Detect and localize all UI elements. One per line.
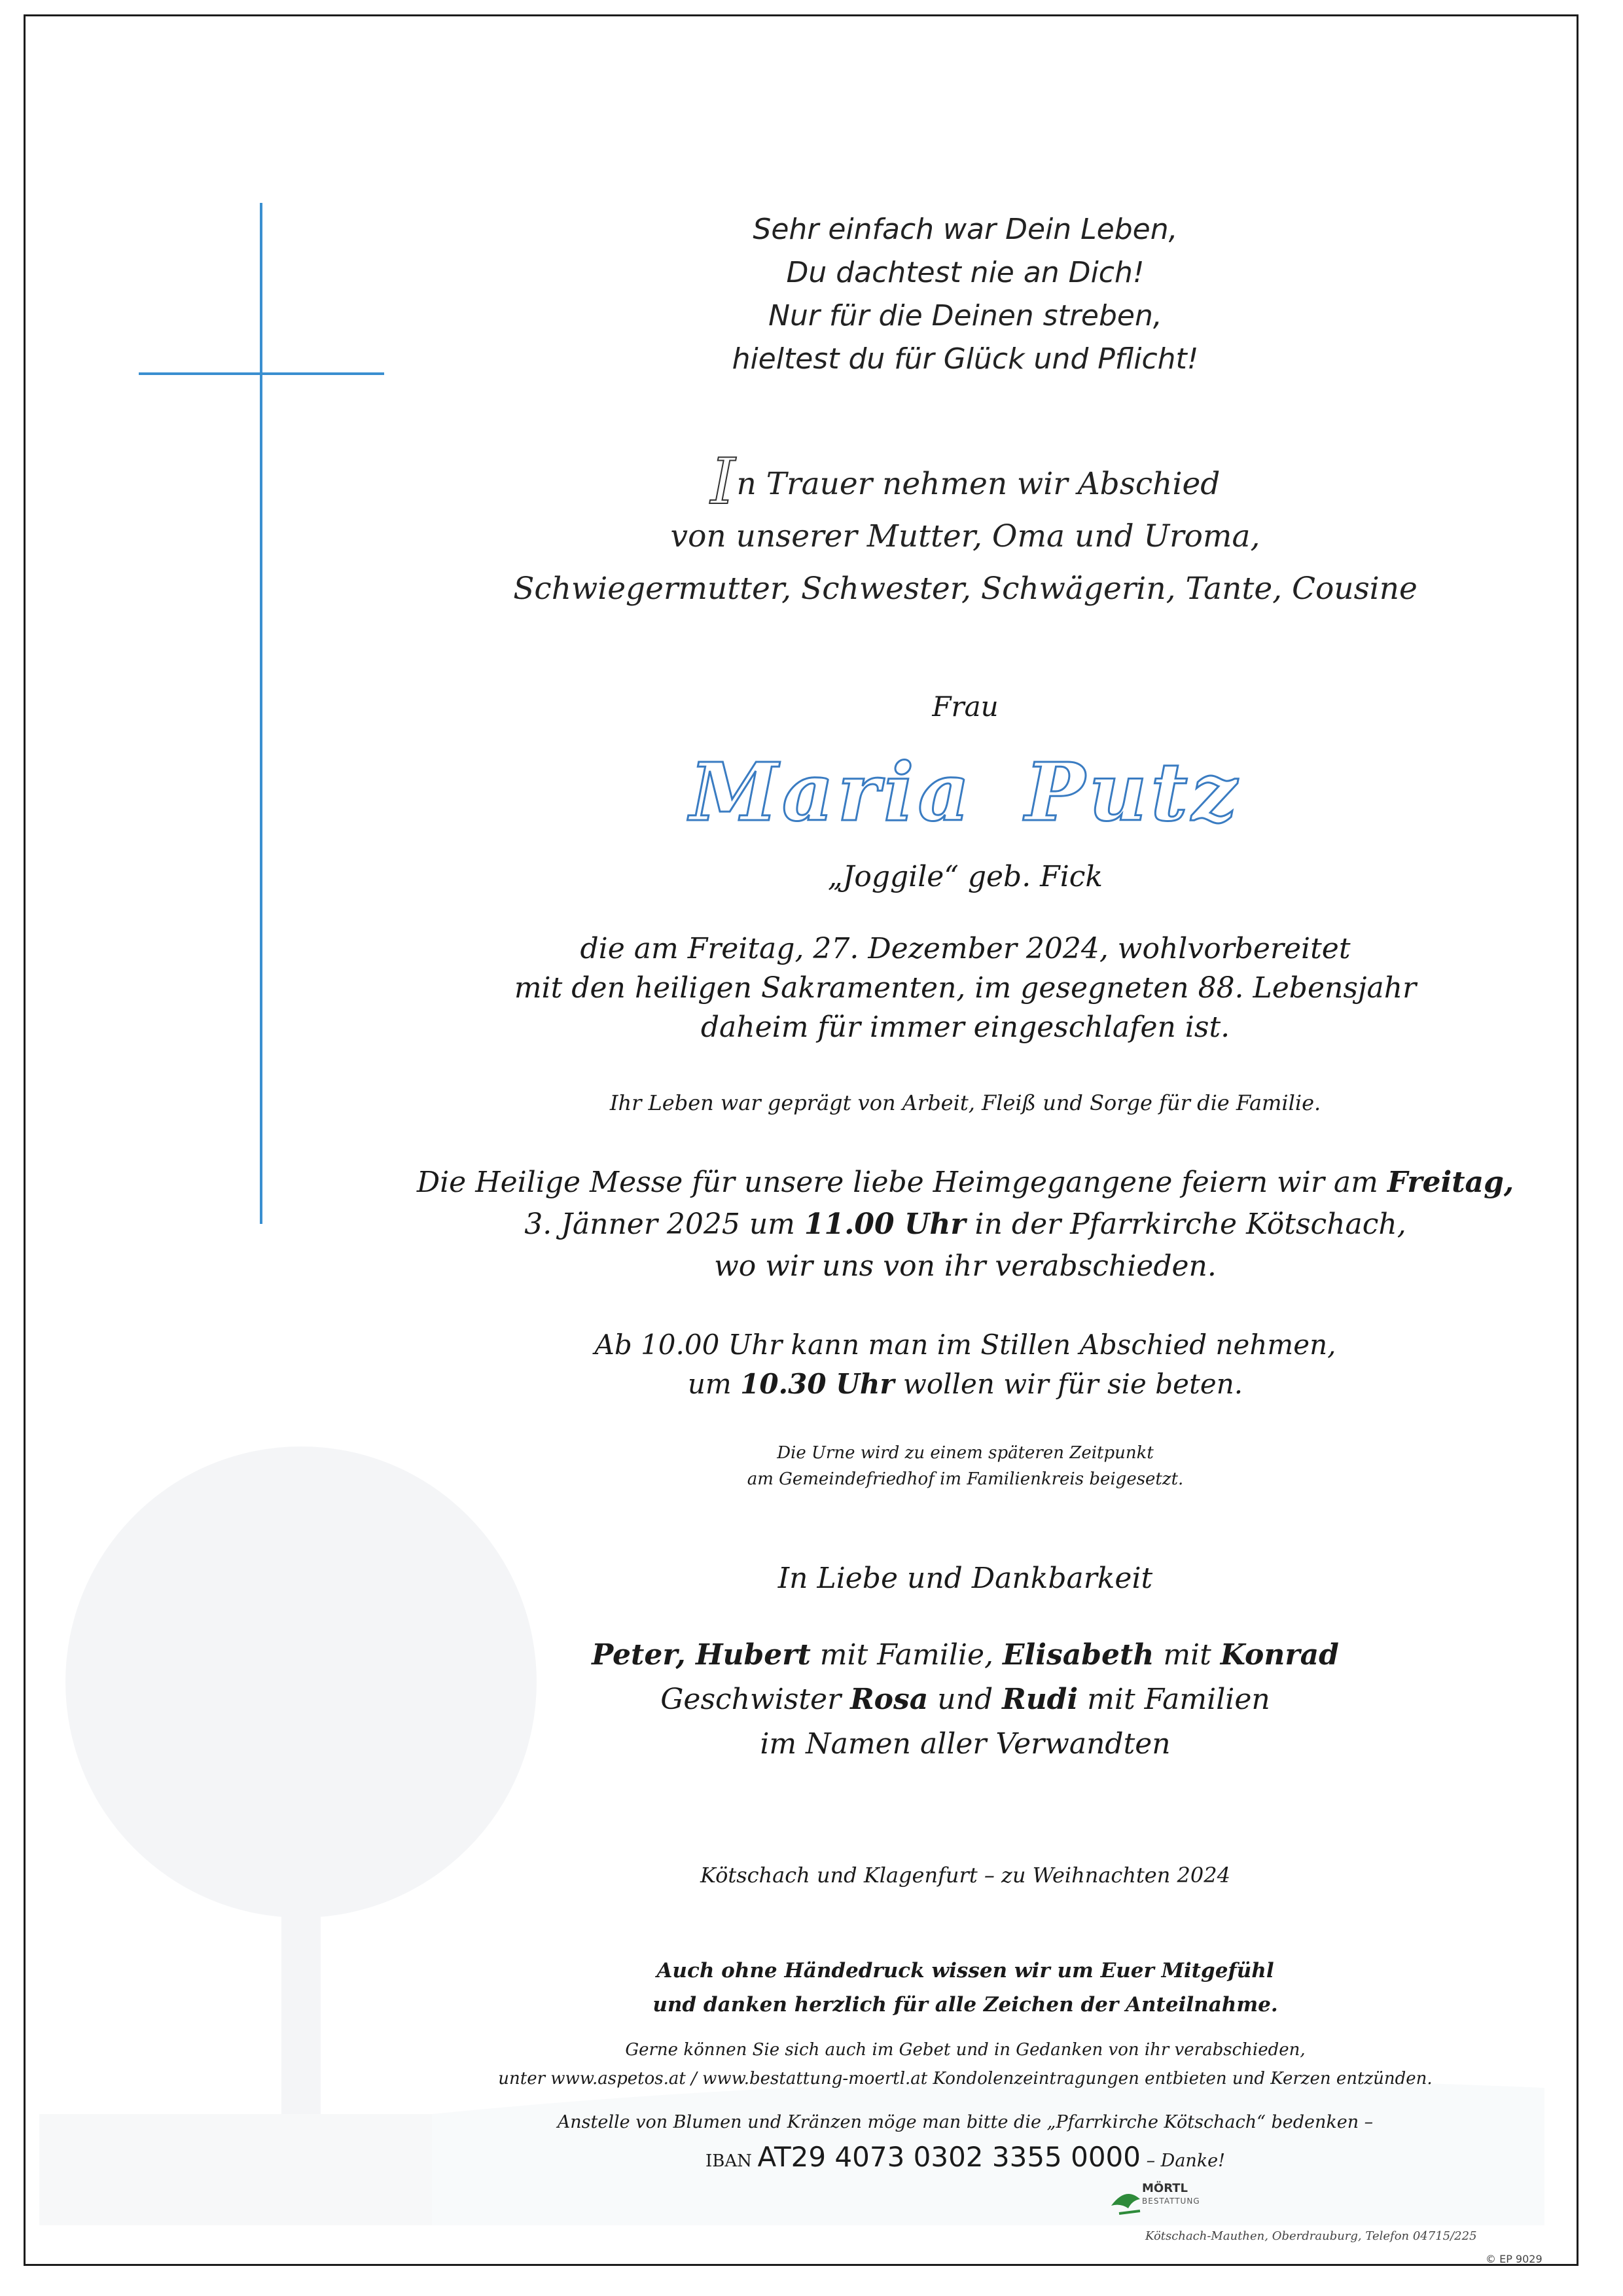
logo-name: MÖRTL — [1142, 2181, 1188, 2195]
mass-line: wo wir uns von ihr verabschieden. — [714, 1249, 1217, 1283]
mourner-name: Peter, Hubert — [592, 1638, 811, 1672]
mass-announcement — [393, 1162, 1538, 1287]
mass-text: Die Heilige Messe für unsere liebe Heimgegangene feiern wir am — [416, 1166, 1387, 1199]
footer-address: Kötschach-Mauthen, Oberdrauburg, Telefon 04715/225 — [1145, 2229, 1477, 2243]
danke-text: – Danke! — [1141, 2151, 1226, 2171]
thanks-line: und danken herzlich für alle Zeichen der Anteilnahme. — [652, 1993, 1278, 2017]
poem-line: hieltest du für Glück und Pflicht! — [732, 342, 1199, 376]
death-notice-line: mit den heiligen Sakramenten, im gesegneten 88. Lebensjahr — [514, 971, 1417, 1005]
intro-line: von unserer Mutter, Oma und Uroma, — [670, 518, 1260, 554]
urn-line: am Gemeindefriedhof im Familienkreis beigesetzt. — [747, 1469, 1184, 1489]
farewell-times — [393, 1325, 1538, 1404]
death-notice — [393, 929, 1538, 1047]
online-line: unter www.aspetos.at / www.bestattung-moertl.at Kondolenzeintragungen entbieten und Kerzen entzünden. — [498, 2069, 1433, 2089]
mourner-name: Rudi — [1002, 1683, 1079, 1716]
deceased-name: Maria Putz — [689, 745, 1241, 839]
print-code: © EP 9029 — [1486, 2253, 1543, 2265]
farewell-text: wollen wir für sie beten. — [894, 1368, 1243, 1400]
mass-time: 11.00 Uhr — [804, 1208, 966, 1241]
mourners-line — [393, 1677, 1538, 1722]
place-date: Kötschach und Klagenfurt – zu Weihnachten 2024 — [700, 1863, 1230, 1888]
intro-line-rest: n Trauer nehmen wir Abschied — [736, 466, 1221, 502]
poem — [393, 208, 1538, 381]
iban-label: IBAN — [705, 2151, 752, 2171]
urn-notice — [393, 1440, 1538, 1492]
mourner-name: Elisabeth — [1003, 1638, 1154, 1672]
mass-line — [393, 1162, 1538, 1204]
farewell-line — [393, 1365, 1538, 1404]
donation-request: Anstelle von Blumen und Kränzen möge man bitte die „Pfarrkirche Kötschach“ bedenken – — [557, 2112, 1374, 2132]
mourners-text: mit Familie, — [810, 1638, 1003, 1672]
mourners-line: im Namen aller Verwandten — [760, 1727, 1171, 1761]
mourners-text: mit Familien — [1078, 1683, 1270, 1716]
love-line: In Liebe und Dankbarkeit — [777, 1562, 1153, 1595]
salutation: Frau — [932, 691, 999, 723]
death-notice-line: die am Freitag, 27. Dezember 2024, wohlvorbereitet — [580, 932, 1351, 965]
prayer-time: 10.30 Uhr — [740, 1368, 895, 1400]
tree-watermark-icon — [39, 1407, 1544, 2225]
mourners-list — [393, 1633, 1538, 1767]
intro-text — [393, 445, 1538, 615]
thanks-text — [393, 1954, 1538, 2022]
urn-line: Die Urne wird zu einem späteren Zeitpunkt — [777, 1443, 1154, 1463]
online-condolence — [393, 2036, 1538, 2093]
farewell-text: um — [687, 1368, 741, 1400]
life-description: Ihr Leben war geprägt von Arbeit, Fleiß und Sorge für die Familie. — [609, 1090, 1321, 1115]
logo-subtitle: BESTATTUNG — [1142, 2197, 1200, 2206]
mourner-name: Rosa — [850, 1683, 929, 1716]
cross-vertical-bar — [260, 203, 262, 1224]
farewell-line: Ab 10.00 Uhr kann man im Stillen Abschied nehmen, — [594, 1329, 1336, 1361]
mass-line — [393, 1204, 1538, 1246]
death-notice-line: daheim für immer eingeschlafen ist. — [700, 1011, 1230, 1044]
mass-text: 3. Jänner 2025 um — [524, 1208, 804, 1241]
poem-line: Nur für die Deinen streben, — [768, 299, 1162, 332]
dropcap-letter: I — [710, 445, 736, 518]
poem-line: Sehr einfach war Dein Leben, — [753, 213, 1178, 246]
online-line: Gerne können Sie sich auch im Gebet und in Gedanken von ihr verabschieden, — [625, 2040, 1306, 2060]
thanks-line: Auch ohne Händedruck wissen wir um Euer Mitgefühl — [656, 1959, 1274, 1982]
mourner-name: Konrad — [1220, 1638, 1339, 1672]
mass-text: in der Pfarrkirche Kötschach, — [965, 1208, 1406, 1241]
poem-line: Du dachtest nie an Dich! — [786, 256, 1145, 289]
mourners-text: Geschwister — [660, 1683, 851, 1716]
mourners-text: mit — [1154, 1638, 1221, 1672]
mourners-text: und — [928, 1683, 1003, 1716]
donation-iban — [393, 2138, 1538, 2181]
nickname-maiden-name: „Joggile“ geb. Fick — [827, 860, 1103, 893]
intro-line — [393, 445, 1538, 518]
mass-day: Freitag, — [1387, 1166, 1514, 1199]
iban-number: AT29 4073 0302 3355 0000 — [757, 2141, 1141, 2173]
cross-horizontal-bar — [139, 372, 384, 375]
mourners-line — [393, 1633, 1538, 1677]
intro-line: Schwiegermutter, Schwester, Schwägerin, Tante, Cousine — [513, 571, 1418, 607]
